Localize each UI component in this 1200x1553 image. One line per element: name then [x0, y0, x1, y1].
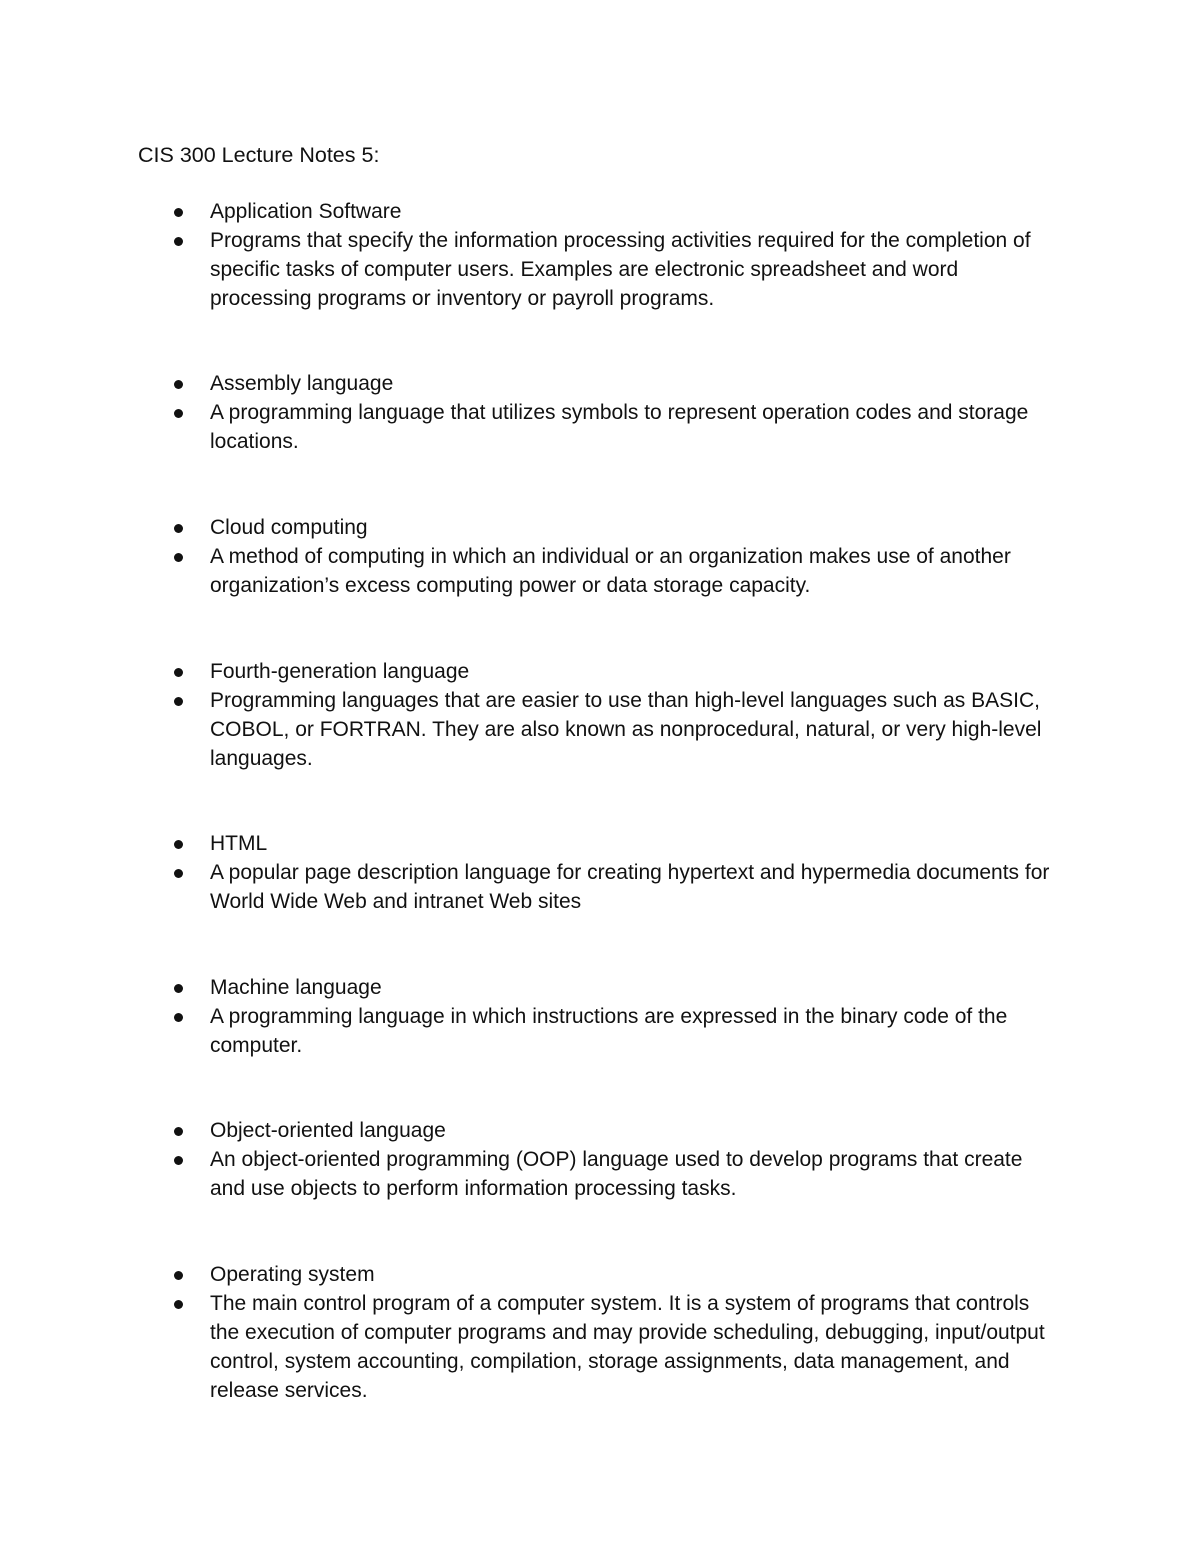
list-item-definition	[0, 1002, 1055, 1060]
term-group-cloud-computing	[0, 513, 1200, 600]
bullet-icon	[174, 380, 183, 389]
bullet-icon	[174, 409, 183, 418]
term-group-fourth-generation-language	[0, 657, 1200, 773]
definition-text: Programs that specify the information processing activities required for the completion of specific tasks of computer users. Examples are electronic spreadsheet and word processing programs or inventory or payroll programs.	[210, 229, 1031, 310]
bullet-icon	[174, 208, 183, 217]
bullet-icon	[174, 1013, 183, 1022]
term-group-operating-system	[0, 1260, 1200, 1405]
list-item-term	[0, 369, 1055, 398]
list-item-definition	[0, 686, 1055, 773]
bullet-icon	[174, 697, 183, 706]
bullet-icon	[174, 1156, 183, 1165]
term-group-application-software	[0, 197, 1200, 313]
term-text: Fourth-generation language	[210, 660, 470, 683]
bullet-icon	[174, 869, 183, 878]
bullet-icon	[174, 553, 183, 562]
bullet-icon	[174, 237, 183, 246]
definition-text: A popular page description language for creating hypertext and hypermedia documents for World Wide Web and intranet Web sites	[210, 861, 1050, 913]
list-item-definition	[0, 542, 1055, 600]
list-item-term	[0, 197, 1055, 226]
term-text: HTML	[210, 832, 268, 855]
bullet-icon	[174, 840, 183, 849]
definition-text: The main control program of a computer system. It is a system of programs that controls the execution of computer programs and may provide scheduling, debugging, input/output control, system accounting, compilation, storage assignments, data management, and release services.	[210, 1292, 1045, 1402]
list-item-term	[0, 829, 1055, 858]
list-item-term	[0, 513, 1055, 542]
definition-text: An object-oriented programming (OOP) language used to develop programs that create and use objects to perform information processing tasks.	[210, 1148, 1023, 1200]
term-group-assembly-language	[0, 369, 1200, 456]
term-text: Operating system	[210, 1263, 375, 1286]
bullet-icon	[174, 524, 183, 533]
term-text: Object-oriented language	[210, 1119, 446, 1142]
definition-text: A method of computing in which an individual or an organization makes use of another organization’s excess computing power or data storage capacity.	[210, 545, 1011, 597]
list-item-term	[0, 973, 1055, 1002]
term-text: Assembly language	[210, 372, 394, 395]
bullet-icon	[174, 1271, 183, 1280]
list-item-term	[0, 1260, 1055, 1289]
bullet-icon	[174, 1300, 183, 1309]
bullet-icon	[174, 984, 183, 993]
term-text: Machine language	[210, 976, 382, 999]
definition-text: A programming language that utilizes symbols to represent operation codes and storage locations.	[210, 401, 1029, 453]
term-text: Cloud computing	[210, 516, 368, 539]
term-text: Application Software	[210, 200, 402, 223]
term-group-machine-language	[0, 973, 1200, 1060]
list-item-definition	[0, 858, 1055, 916]
bullet-icon	[174, 1127, 183, 1136]
page-title: CIS 300 Lecture Notes 5:	[138, 143, 380, 167]
term-group-object-oriented-language	[0, 1116, 1200, 1203]
list-item-definition	[0, 1145, 1055, 1203]
list-item-term	[0, 1116, 1055, 1145]
list-item-term	[0, 657, 1055, 686]
definition-text: A programming language in which instructions are expressed in the binary code of the computer.	[210, 1005, 1008, 1057]
term-group-html	[0, 829, 1200, 916]
list-item-definition	[0, 398, 1055, 456]
list-item-definition	[0, 1289, 1055, 1405]
list-item-definition	[0, 226, 1055, 313]
definition-text: Programming languages that are easier to use than high-level languages such as BASIC, COBOL, or FORTRAN. They are also known as nonprocedural, natural, or very high-level languages.	[210, 689, 1042, 770]
bullet-icon	[174, 668, 183, 677]
